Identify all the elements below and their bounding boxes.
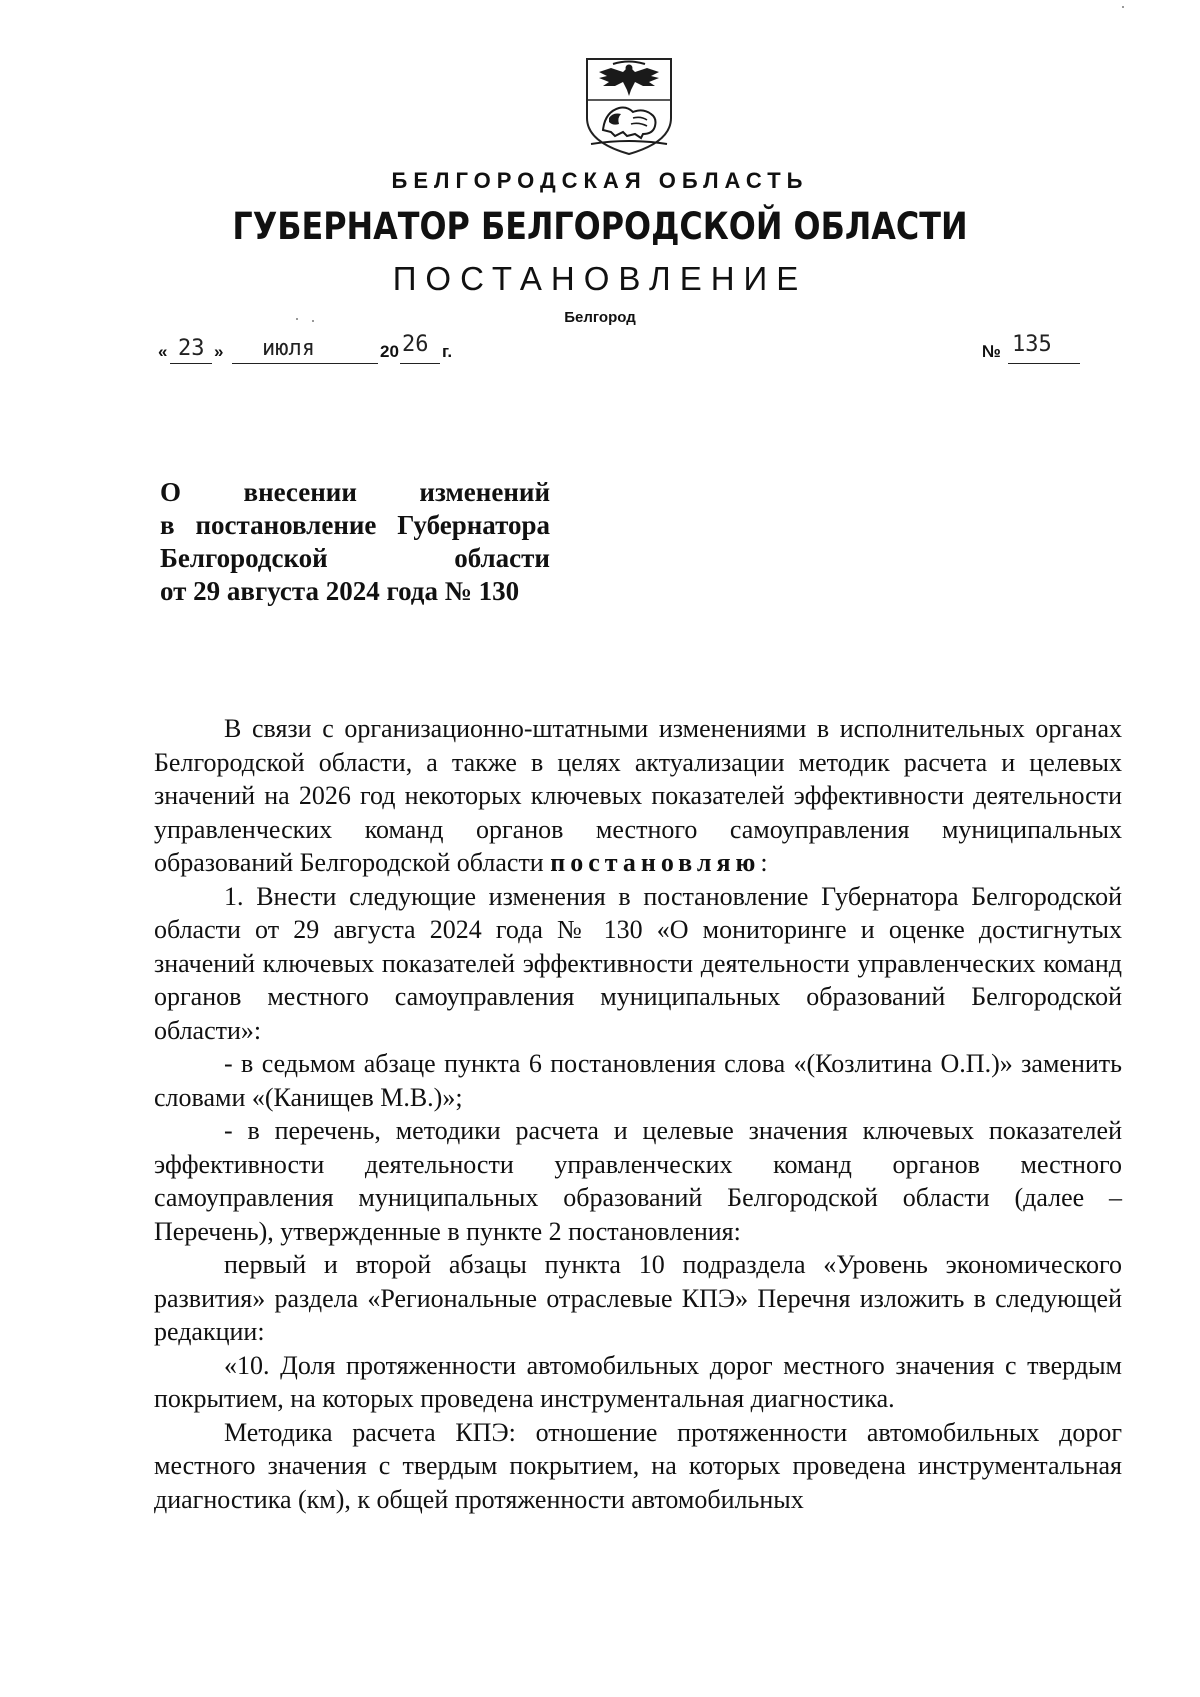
coat-of-arms-emblem	[583, 56, 675, 157]
paragraph-amendment-1: - в седьмом абзаце пункта 6 постановления слова «(Козлитина О.П.)» заменить словами «(Канищев М.В.)»;	[154, 1049, 1122, 1112]
date-year-prefix: 20	[380, 342, 399, 361]
date-year: 26	[402, 332, 429, 357]
city-label: Белгород	[564, 309, 636, 326]
subject-line-4: от 29 августа 2024 года № 130	[160, 576, 520, 606]
number-label: №	[982, 342, 1001, 361]
preamble-text: В связи с организационно-штатными изменениями в исполнительных органах Белгородской области, а также в целях актуализации методик расчета и целевых значений на 2026 год некоторых ключевых показателей эффективности деятельности управленческих команд органов местного самоуправления муниципальных образований Белгородской области	[154, 714, 1122, 877]
paragraph-kpi-10: «10. Доля протяженности автомобильных дорог местного значения с твердым покрытием, на которых проведена инструментальная диагностика.	[154, 1350, 1122, 1413]
preamble-paragraph	[154, 712, 1122, 880]
paragraph-amendment-3: первый и второй абзацы пункта 10 подраздела «Уровень экономического развития» раздела «Региональные отраслевые КПЭ» Перечня изложить в следующей редакции:	[154, 1250, 1122, 1346]
governor-heading: ГУБЕРНАТОР БЕЛГОРОДСКОЙ ОБЛАСТИ	[232, 205, 968, 248]
document-type-heading: ПОСТАНОВЛЕНИЕ	[392, 260, 808, 297]
document-subject	[160, 476, 550, 608]
resolve-colon: :	[760, 848, 768, 877]
date-month: июля	[262, 336, 315, 361]
paragraph-methodology: Методика расчета КПЭ: отношение протяженности автомобильных дорог местного значения с твердым покрытием, на которых проведена инструментальная диагностика (км), к общей протяженности автомобильных	[154, 1417, 1122, 1514]
number-value: 135	[1012, 332, 1052, 357]
date-year-abbr: г.	[442, 342, 453, 361]
subject-line-1: О внесении изменений	[160, 477, 550, 507]
resolve-word: постановляю	[550, 848, 761, 877]
region-heading: БЕЛГОРОДСКАЯ ОБЛАСТЬ	[391, 168, 809, 193]
date-close-quote: »	[214, 342, 224, 361]
subject-line-2: в постановление Губернатора	[160, 510, 550, 540]
subject-line-3: Белгородской области	[160, 543, 550, 573]
date-day: 23	[178, 336, 205, 361]
document-body	[154, 712, 1122, 1516]
date-open-quote: «	[158, 342, 168, 361]
paragraph-amendment-2: - в перечень, методики расчета и целевые значения ключевых показателей эффективности деятельности управленческих команд органов местного самоуправления муниципальных образований Белгородской области (далее – Перечень), утвержденные в пункте 2 постановления:	[154, 1116, 1122, 1246]
paragraph-item-1: 1. Внести следующие изменения в постановление Губернатора Белгородской области от 29 августа 2024 года № 130 «О мониторинге и оценке достигнутых значений ключевых показателей эффективности деятельности управленческих команд органов местного самоуправления муниципальных образований Белгородской области»:	[154, 881, 1122, 1045]
